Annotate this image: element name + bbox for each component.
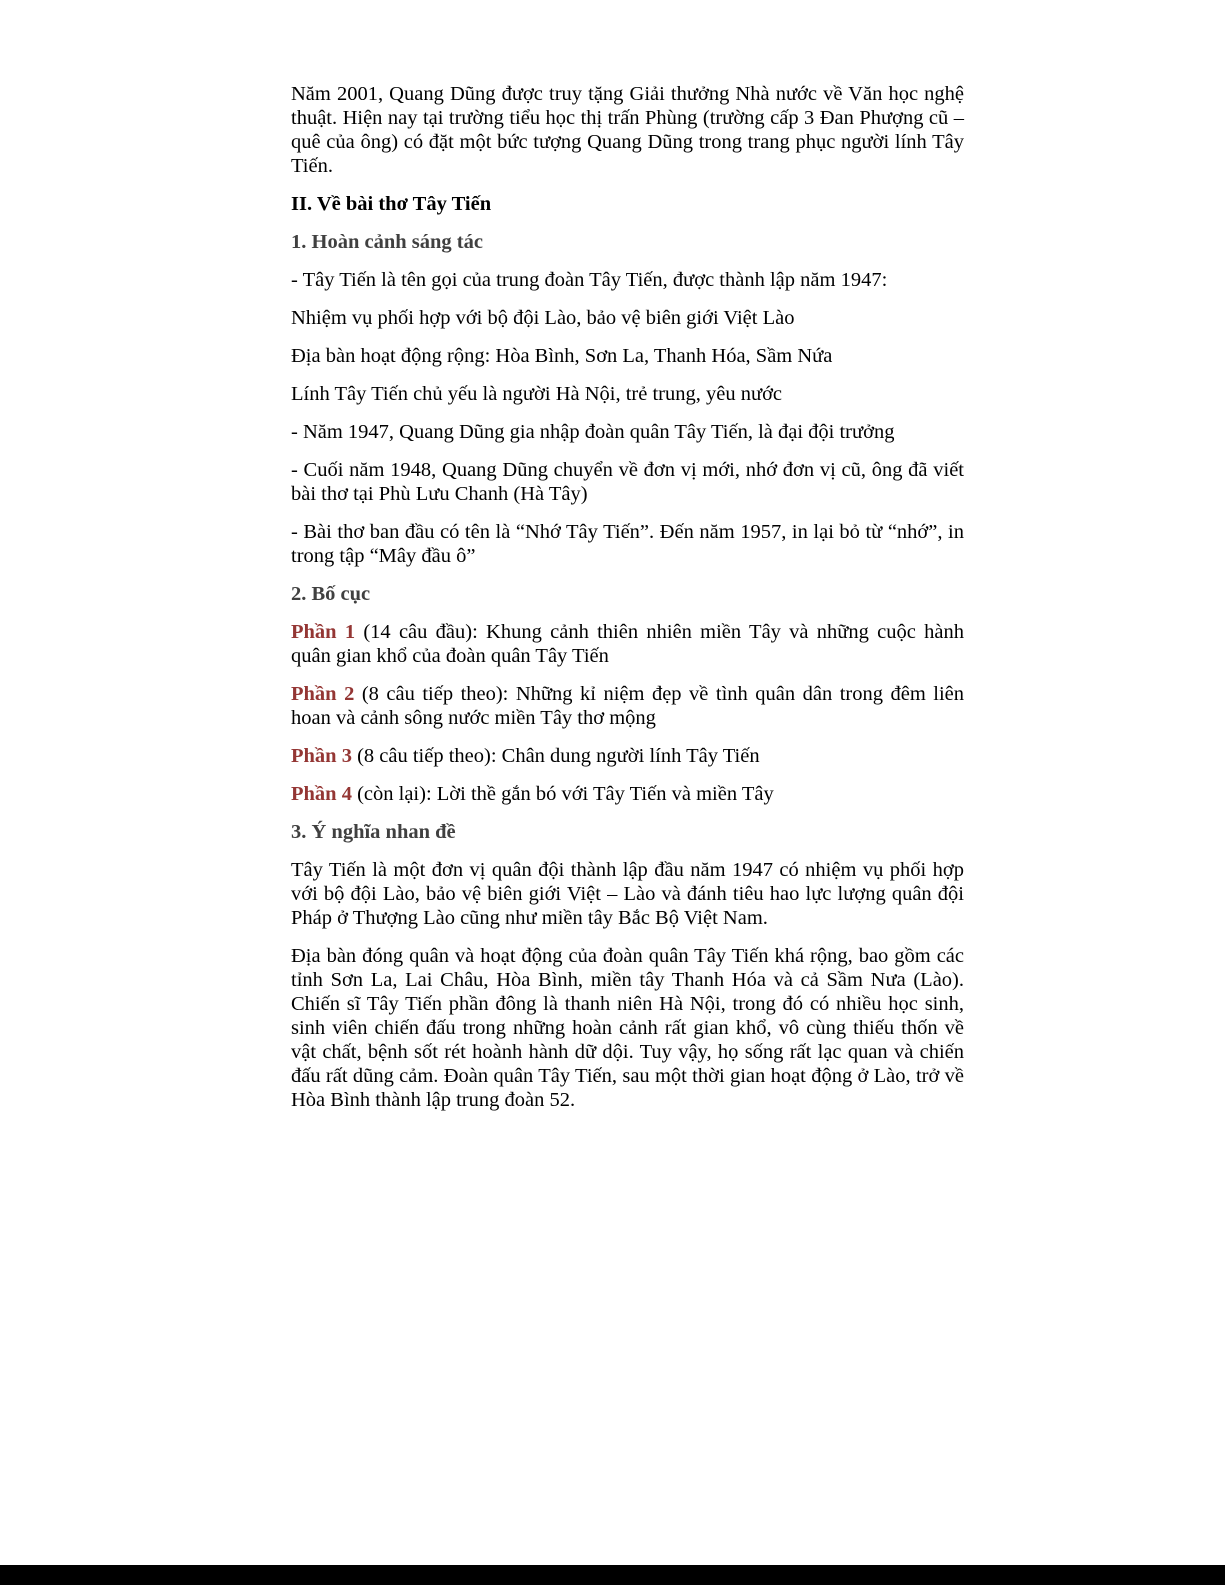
meaning-paragraph: Tây Tiến là một đơn vị quân đội thành lập đầu năm 1947 có nhiệm vụ phối hợp với bộ đội Lào, bảo vệ biên giới Việt – Lào và đánh tiêu hao lực lượng quân đội Pháp ở Thượng Lào cũng như miền tây Bắc Bộ Việt Nam. bbox=[291, 859, 964, 929]
context-line: - Cuối năm 1948, Quang Dũng chuyển về đơn vị mới, nhớ đơn vị cũ, ông đã viết bài thơ tại Phù Lưu Chanh (Hà Tây) bbox=[291, 459, 964, 505]
intro-paragraph: Năm 2001, Quang Dũng được truy tặng Giải thưởng Nhà nước về Văn học nghệ thuật. Hiện nay tại trường tiểu học thị trấn Phùng (trường cấp 3 Đan Phượng cũ –quê của ông) có đặt một bức tượng Quang Dũng trong trang phục người lính Tây Tiến. bbox=[291, 83, 964, 177]
context-line: Nhiệm vụ phối hợp với bộ đội Lào, bảo vệ biên giới Việt Lào bbox=[291, 307, 795, 329]
structure-part bbox=[291, 620, 964, 668]
part-label: Phần 3 bbox=[291, 745, 352, 767]
heading-title-meaning: 3. Ý nghĩa nhan đề bbox=[291, 821, 456, 843]
part-label: Phần 2 bbox=[291, 683, 355, 705]
section-heading-poem: II. Về bài thơ Tây Tiến bbox=[291, 193, 492, 215]
context-line: - Bài thơ ban đầu có tên là “Nhớ Tây Tiến”. Đến năm 1957, in lại bỏ từ “nhớ”, in trong tập “Mây đầu ô” bbox=[291, 521, 964, 567]
document-page bbox=[291, 82, 964, 1126]
heading-structure: 2. Bố cục bbox=[291, 583, 371, 605]
part-text: (còn lại): Lời thề gắn bó với Tây Tiến và miền Tây bbox=[351, 783, 774, 805]
meaning-paragraph: Địa bàn đóng quân và hoạt động của đoàn quân Tây Tiến khá rộng, bao gồm các tỉnh Sơn La, Lai Châu, Hòa Bình, miền tây Thanh Hóa và cả Sầm Nưa (Lào). Chiến sĩ Tây Tiến phần đông là thanh niên Hà Nội, trong đó có nhiều học sinh, sinh viên chiến đấu trong những hoàn cảnh rất gian khổ, vô cùng thiếu thốn về vật chất, bệnh sốt rét hoành hành dữ dội. Tuy vậy, họ sống rất lạc quan và chiến đấu rất dũng cảm. Đoàn quân Tây Tiến, sau một thời gian hoạt động ở Lào, trở về Hòa Bình thành lập trung đoàn 52. bbox=[291, 945, 964, 1111]
structure-part bbox=[291, 744, 964, 768]
context-line: - Năm 1947, Quang Dũng gia nhập đoàn quân Tây Tiến, là đại đội trưởng bbox=[291, 421, 895, 443]
heading-context: 1. Hoàn cảnh sáng tác bbox=[291, 231, 483, 253]
context-line: Địa bàn hoạt động rộng: Hòa Bình, Sơn La, Thanh Hóa, Sầm Nứa bbox=[291, 345, 833, 367]
context-line: Lính Tây Tiến chủ yếu là người Hà Nội, trẻ trung, yêu nước bbox=[291, 383, 783, 405]
part-text: (14 câu đầu): Khung cảnh thiên nhiên miền Tây và những cuộc hành quân gian khổ của đoàn quân Tây Tiến bbox=[291, 621, 964, 667]
structure-part bbox=[291, 682, 964, 730]
context-line: - Tây Tiến là tên gọi của trung đoàn Tây Tiến, được thành lập năm 1947: bbox=[291, 269, 888, 291]
structure-part bbox=[291, 782, 964, 806]
part-label: Phần 1 bbox=[291, 621, 356, 643]
page-bottom-bar bbox=[0, 1565, 1225, 1585]
part-text: (8 câu tiếp theo): Những kỉ niệm đẹp về tình quân dân trong đêm liên hoan và cảnh sông nước miền Tây thơ mộng bbox=[291, 683, 965, 729]
part-label: Phần 4 bbox=[291, 783, 352, 805]
part-text: (8 câu tiếp theo): Chân dung người lính Tây Tiến bbox=[351, 745, 760, 767]
